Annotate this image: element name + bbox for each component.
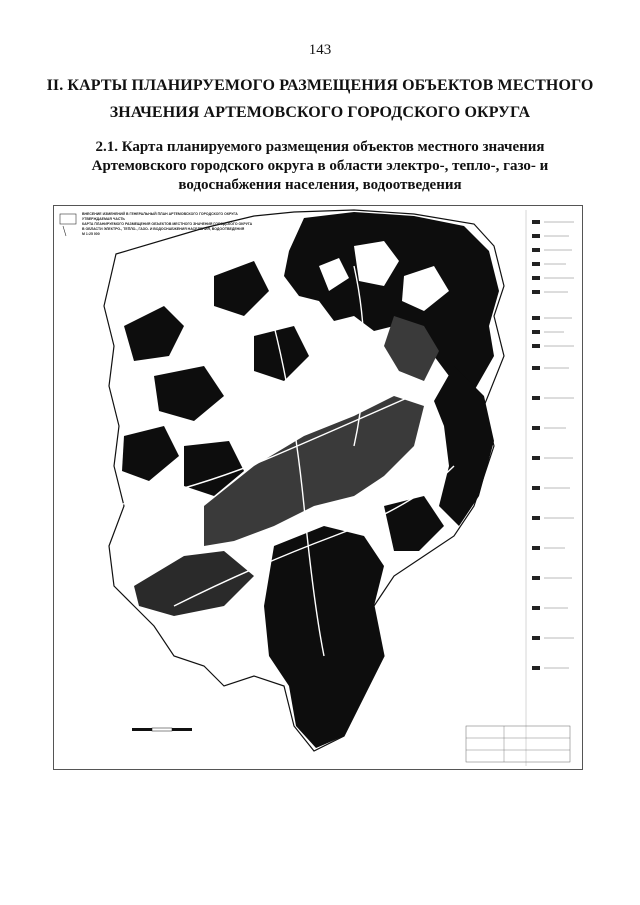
map-header-line-5: М 1:25 000 [82, 232, 100, 236]
map-header-line-4: В ОБЛАСТИ ЭЛЕКТРО-, ТЕПЛО-, ГАЗО- И ВОДОСНАБЖЕНИЯ НАСЕЛЕНИЯ, ВОДООТВЕДЕНИЯ [82, 227, 245, 231]
section-title [40, 72, 600, 126]
subsection-title-line-3: водоснабжения населения, водоотведения [178, 177, 462, 193]
section-title-line-2: ЗНАЧЕНИЯ АРТЕМОВСКОГО ГОРОДСКОГО ОКРУГА [109, 104, 531, 121]
section-title-line-1: II. КАРТЫ ПЛАНИРУЕМОГО РАЗМЕЩЕНИЯ ОБЪЕКТОВ МЕСТНОГО [46, 77, 594, 94]
page-number: 143 [308, 42, 332, 58]
map-image [54, 206, 582, 769]
map-legend [526, 210, 574, 766]
map-stamp-block [466, 726, 570, 762]
scale-bar [132, 728, 192, 731]
map-header-line-3: КАРТА ПЛАНИРУЕМОГО РАЗМЕЩЕНИЯ ОБЪЕКТОВ МЕСТНОГО ЗНАЧЕНИЯ ГОРОДСКОГО ОКРУГА [82, 222, 253, 226]
map-header-line-2: УТВЕРЖДАЕМАЯ ЧАСТЬ [82, 217, 125, 221]
subsection-title [60, 138, 580, 195]
map-header [82, 212, 322, 237]
subsection-title-line-2: Артемовского городского округа в области электро-, тепло-, газо- и [91, 158, 549, 174]
forest-area-south [264, 526, 384, 748]
map-header-line-1: ВНЕСЕНИЕ ИЗМЕНЕНИЙ В ГЕНЕРАЛЬНЫЙ ПЛАН АРТЕМОВСКОГО ГОРОДСКОГО ОКРУГА [82, 212, 238, 216]
map-figure [53, 205, 583, 770]
map-logo-icon [60, 214, 76, 236]
subsection-title-line-1: 2.1. Карта планируемого размещения объектов местного значения [95, 139, 545, 155]
